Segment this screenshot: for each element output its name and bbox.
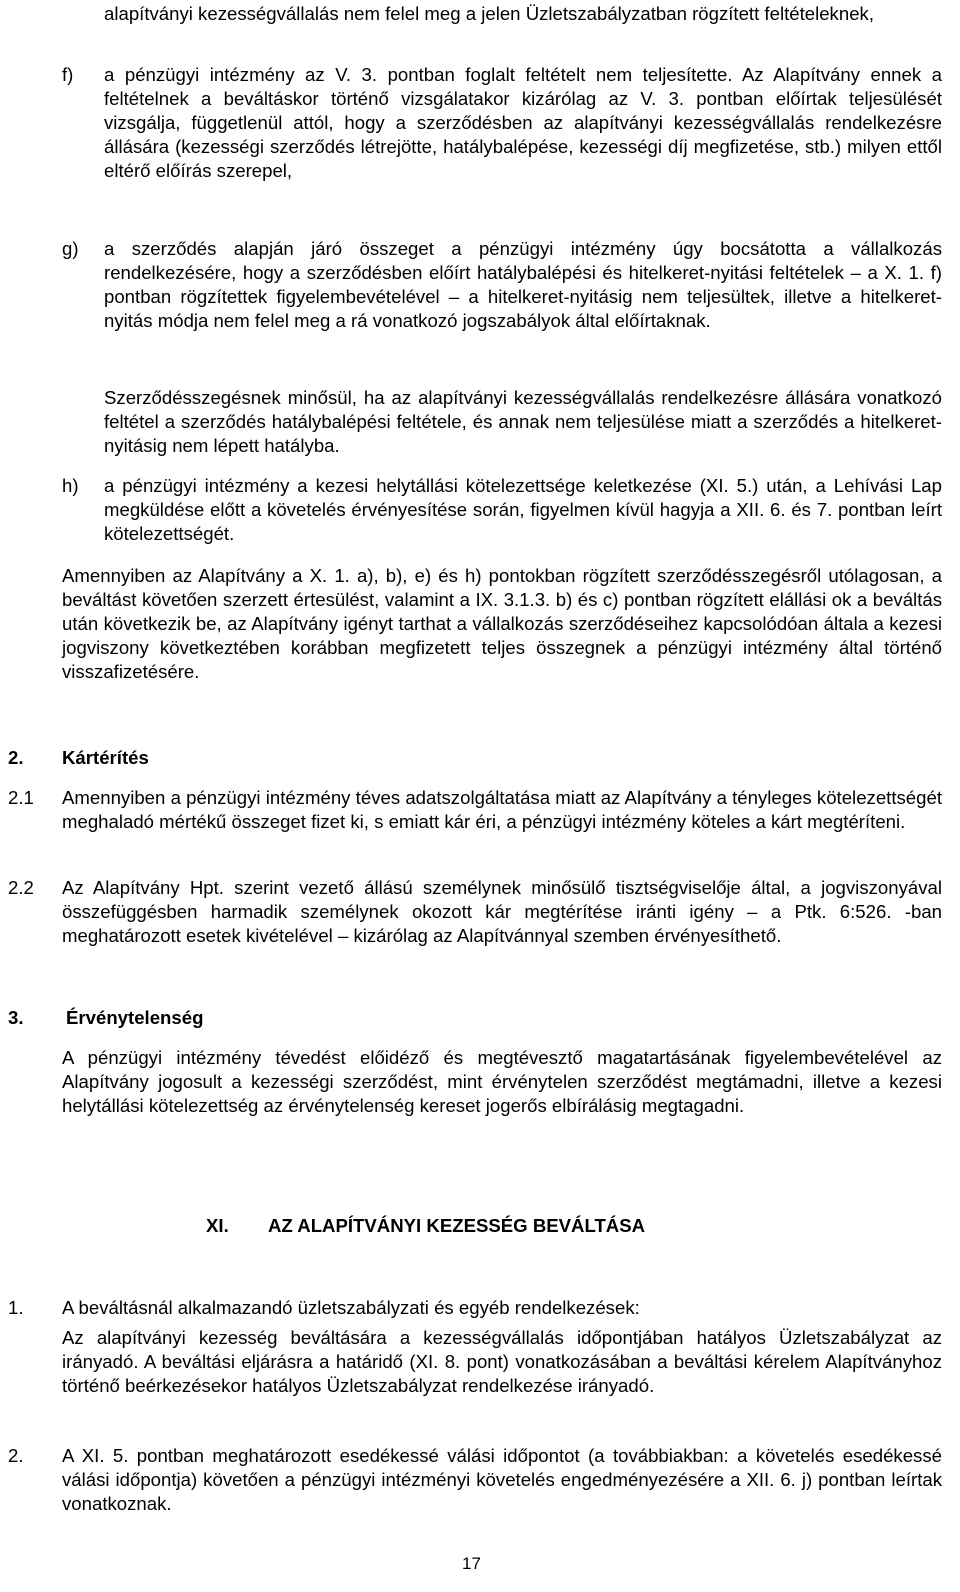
section-3-number: 3. (8, 1007, 24, 1028)
chapter-title: AZ ALAPÍTVÁNYI KEZESSÉG BEVÁLTÁSA (268, 1215, 646, 1236)
section-2-1-text: Amennyiben a pénzügyi intézmény téves adatszolgáltatása miatt az Alapítvány a tényleges kötelezettségét meghaladó mértékű összeget fizet ki, s emiatt kár éri, a pénzügyi intézmény köteles a kárt megtéríteni. (62, 787, 942, 832)
closing-paragraph: Amennyiben az Alapítvány a X. 1. a), b), e) és h) pontokban rögzített szerződésszegésről utólagosan, a beváltást követően szerzett értesülést, valamint a IX. 3.1.3. b) és c) pontban rögzített elállási ok a beváltás után következik be, az Alapítvány igényt tarthat a vállalkozás szerződéseihez kapcsolódóan általa a kezesi jogviszony következtében korábban megfizetett teljes összegnek a pénzügyi intézmény által történő visszafizetésére. (62, 565, 942, 682)
section-3-text: A pénzügyi intézmény tévedést előidéző és megtévesztő magatartásának figyelembevételével az Alapítvány jogosult a kezességi szerződést, mint érvénytelen szerződést megtámadni, illetve a kezesi helytállási kötelezettség az érvénytelenség kereset jogerős elbírálásig megtagadni. (62, 1047, 942, 1116)
section-3-title: Érvénytelenség (66, 1007, 204, 1028)
section-2-1-marker: 2.1 (8, 787, 34, 808)
list-marker-h: h) (62, 475, 79, 496)
list-item-h: a pénzügyi intézmény a kezesi helytállási kötelezettsége keletkezése (XI. 5.) után, a Lehívási Lap megküldése előtt a követelés érvényesítése során, figyelmen kívül hagyja a XII. 6. és 7. pontban leírt kötelezettségét. (104, 475, 942, 544)
page-number: 17 (462, 1554, 481, 1573)
section-2-title: Kártérítés (62, 747, 149, 768)
list-item-e-continuation: alapítványi kezességvállalás nem felel meg a jelen Üzletszabályzatban rögzített feltételeknek, (104, 3, 874, 24)
chapter-item-2-marker: 2. (8, 1445, 24, 1466)
chapter-item-2-text: A XI. 5. pontban meghatározott esedékessé válási időpontot (a továbbiakban: a követelés esedékessé válási időpontja) követően a pénzügyi intézményi követelés engedményezésére a XII. 6. j) pontban leírtak vonatkoznak. (62, 1445, 942, 1514)
section-2-2-marker: 2.2 (8, 877, 34, 898)
list-marker-f: f) (62, 64, 74, 85)
list-item-f: a pénzügyi intézmény az V. 3. pontban foglalt feltételt nem teljesítette. Az Alapítvány ennek a feltételnek a beváltáskor történő vizsgálatakor kizárólag az V. 3. pontban előírtak teljesülését vizsgálja, függetlenül attól, hogy a szerződésben az alapítványi kezességvállalás rendelkezésre állására (kezességi szerződés létrejötte, hatálybalépése, kezességi díj megfizetése, stb.) milyen ettől eltérő előírás szerepel, (104, 64, 942, 181)
list-item-g: a szerződés alapján járó összeget a pénzügyi intézmény úgy bocsátotta a vállalkozás rendelkezésére, hogy a szerződésben előírt hatálybalépési és hitelkeret-nyitási feltételek – a X. 1. f) pontban rögzítettek figyelembevételével – a hitelkeret-nyitásig nem teljesültek, illetve a hitelkeret-nyitás módja nem felel meg a rá vonatkozó jogszabályok által előírtaknak. (104, 238, 942, 331)
chapter-item-1-marker: 1. (8, 1297, 24, 1318)
chapter-item-1-heading: A beváltásnál alkalmazandó üzletszabályzati és egyéb rendelkezések: (62, 1297, 640, 1318)
section-2-2-text: Az Alapítvány Hpt. szerint vezető állású személynek minősülő tisztségviselője által, a jogviszonyával összefüggésben harmadik személynek okozott kár megtérítése iránti igény – a Ptk. 6:526. -ban meghatározott esetek kivételével – kizárólag az Alapítvánnyal szemben érvényesíthető. (62, 877, 942, 946)
section-2-number: 2. (8, 747, 24, 768)
list-marker-g: g) (62, 238, 79, 259)
list-item-g-note: Szerződésszegésnek minősül, ha az alapítványi kezességvállalás rendelkezésre állására vonatkozó feltétel a szerződés hatálybalépési feltétele, és annak nem teljesülése miatt a szerződés a hitelkeret-nyitásig nem lépett hatályba. (104, 387, 942, 456)
chapter-item-1-text: Az alapítványi kezesség beváltására a kezességvállalás időpontjában hatályos Üzletszabályzat az irányadó. A beváltási eljárásra a határidő (XI. 8. pont) vonatkozásában a beváltási kérelem Alapítványhoz történő beérkezésekor hatályos Üzletszabályzat rendelkezése irányadó. (62, 1327, 942, 1396)
chapter-number: XI. (206, 1215, 229, 1236)
